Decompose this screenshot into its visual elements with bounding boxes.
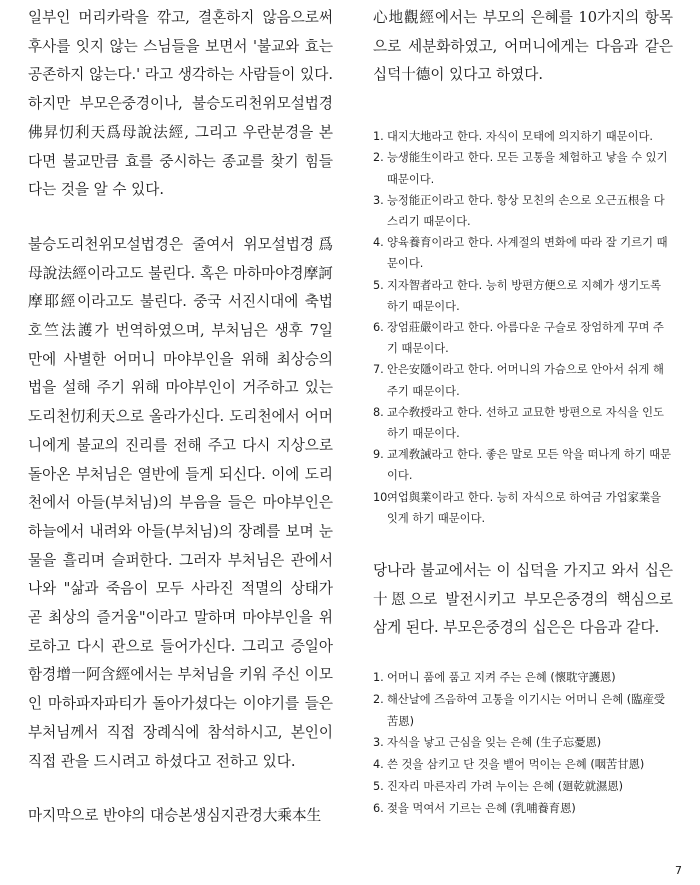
middle-paragraph: 당나라 불교에서는 이 십덕을 가지고 와서 십은十恩으로 발전시키고 부모은중경의 핵심으로 삼게 된다. 부모은중경의 십은은 다음과 같다. — [373, 561, 673, 637]
body-paragraph-3: 마지막으로 반야의 대승본생심지관경大乘本生 — [28, 807, 322, 825]
body-paragraph-1: 일부인 머리카락을 깎고, 결혼하지 않음으로써 후사를 잇지 않는 스님들을 보면서 '불교와 효는 공존하지 않는다.' 라고 생각하는 사람들이 있다. 하지만 부모은중경이나, 불승도리천위모설법경佛昇忉利天爲母說法經, 그리고 우란분경을 본다면 불교만큼 효를 중시하는 종교를 찾기 힘들다는 것을 알 수 있다. — [28, 9, 333, 199]
list-item: 10. 여업與業이라고 한다. 능히 자식으로 하여금 가업家業을 잇게 하기 때문이다. — [373, 490, 662, 525]
page-number: 7 — [675, 864, 682, 877]
left-column — [28, 4, 333, 831]
list-item: 1. 어머니 품에 품고 지켜 주는 은혜 (懷耽守護恩) — [373, 671, 616, 685]
list-item: 2. 해산날에 즈음하여 고통을 이기시는 어머니 은혜 (臨産受苦恩) — [373, 692, 666, 728]
list-item: 5. 진자리 마른자리 가려 누이는 은혜 (廻乾就濕恩) — [373, 780, 624, 794]
list-item: 6. 장엄莊嚴이라고 한다. 아름다운 구슬로 장엄하게 꾸며 주기 때문이다. — [373, 320, 664, 356]
ten-graces-list — [373, 667, 673, 820]
intro-paragraph: 心地觀經에서는 부모의 은혜를 10가지의 항목으로 세분화하였고, 어머니에게는 다음과 같은 십덕十德이 있다고 하였다. — [373, 9, 673, 84]
list-item: 4. 쓴 것을 삼키고 단 것을 뱉어 먹이는 은혜 (咽苦甘恩) — [373, 758, 645, 772]
right-column — [373, 4, 673, 820]
list-item: 3. 능정能正이라고 한다. 항상 모친의 손으로 오근五根을 다스리기 때문이다. — [373, 193, 665, 228]
list-item: 3. 자식을 낳고 근심을 잊는 은혜 (生子忘憂恩) — [373, 736, 602, 750]
list-item: 7. 안은安隱이라고 한다. 어머니의 가슴으로 안아서 쉬게 해 주기 때문이다. — [373, 363, 664, 398]
list-item: 6. 젖을 먹여서 기르는 은혜 (乳哺養育恩) — [373, 801, 576, 815]
list-item: 1. 대지大地라고 한다. 자식이 모태에 의지하기 때문이다. — [373, 130, 653, 144]
list-item: 5. 지자智者라고 한다. 능히 방편方便으로 지혜가 생기도록 하기 때문이다. — [373, 278, 662, 313]
body-paragraph-2: 불승도리천위모설법경은 줄여서 위모설법경爲母說法經이라고도 불린다. 혹은 마하마야경摩訶摩耶經이라고도 불린다. 중국 서진시대에 축법호竺法護가 번역하였으며, 부처님은 생후 7일 만에 사별한 어머니 마야부인을 위해 최상승의 법을 설해 주기 위해 마야부인이 거주하고 있는 도리천忉利天으로 올라가신다. 도리천에서 어머니에게 불교의 진리를 전해 주고 다시 지상으로 돌아온 부처님은 열반에 들게 되신다. 이에 도리천에서 아들(부처님)의 부음을 들은 마야부인은 하늘에서 내려와 아들(부처님)의 장례를 보며 눈물을 흘리며 슬퍼한다. 그러자 부처님은 관에서 나와 "삶과 죽음이 모두 사라진 적멸의 상태가 곧 최상의 즐거움"이라고 말하며 마야부인을 위로하고 다시 관으로 들어가신다. 그리고 증일아함경增一阿含經에서는 부처님을 키워 주신 이모인 마하파자파티가 돌아가셨다는 이야기를 들은 부처님께서 직접 장례식에 참석하시고, 본인이 직접 관을 드시려고 하셨다고 전하고 있다. — [28, 235, 333, 770]
list-item: 9. 교계敎誡라고 한다. 좋은 말로 모든 악을 떠나게 하기 때문이다. — [373, 448, 672, 483]
list-item: 4. 양육養育이라고 한다. 사계절의 변화에 따라 잘 기르기 때문이다. — [373, 236, 668, 271]
list-item: 2. 능생能生이라고 한다. 모든 고통을 체험하고 낳을 수 있기 때문이다. — [373, 151, 668, 186]
ten-virtues-list — [373, 126, 673, 529]
list-item: 8. 교수敎授라고 한다. 선하고 교묘한 방편으로 자식을 인도하기 때문이다. — [373, 405, 664, 440]
